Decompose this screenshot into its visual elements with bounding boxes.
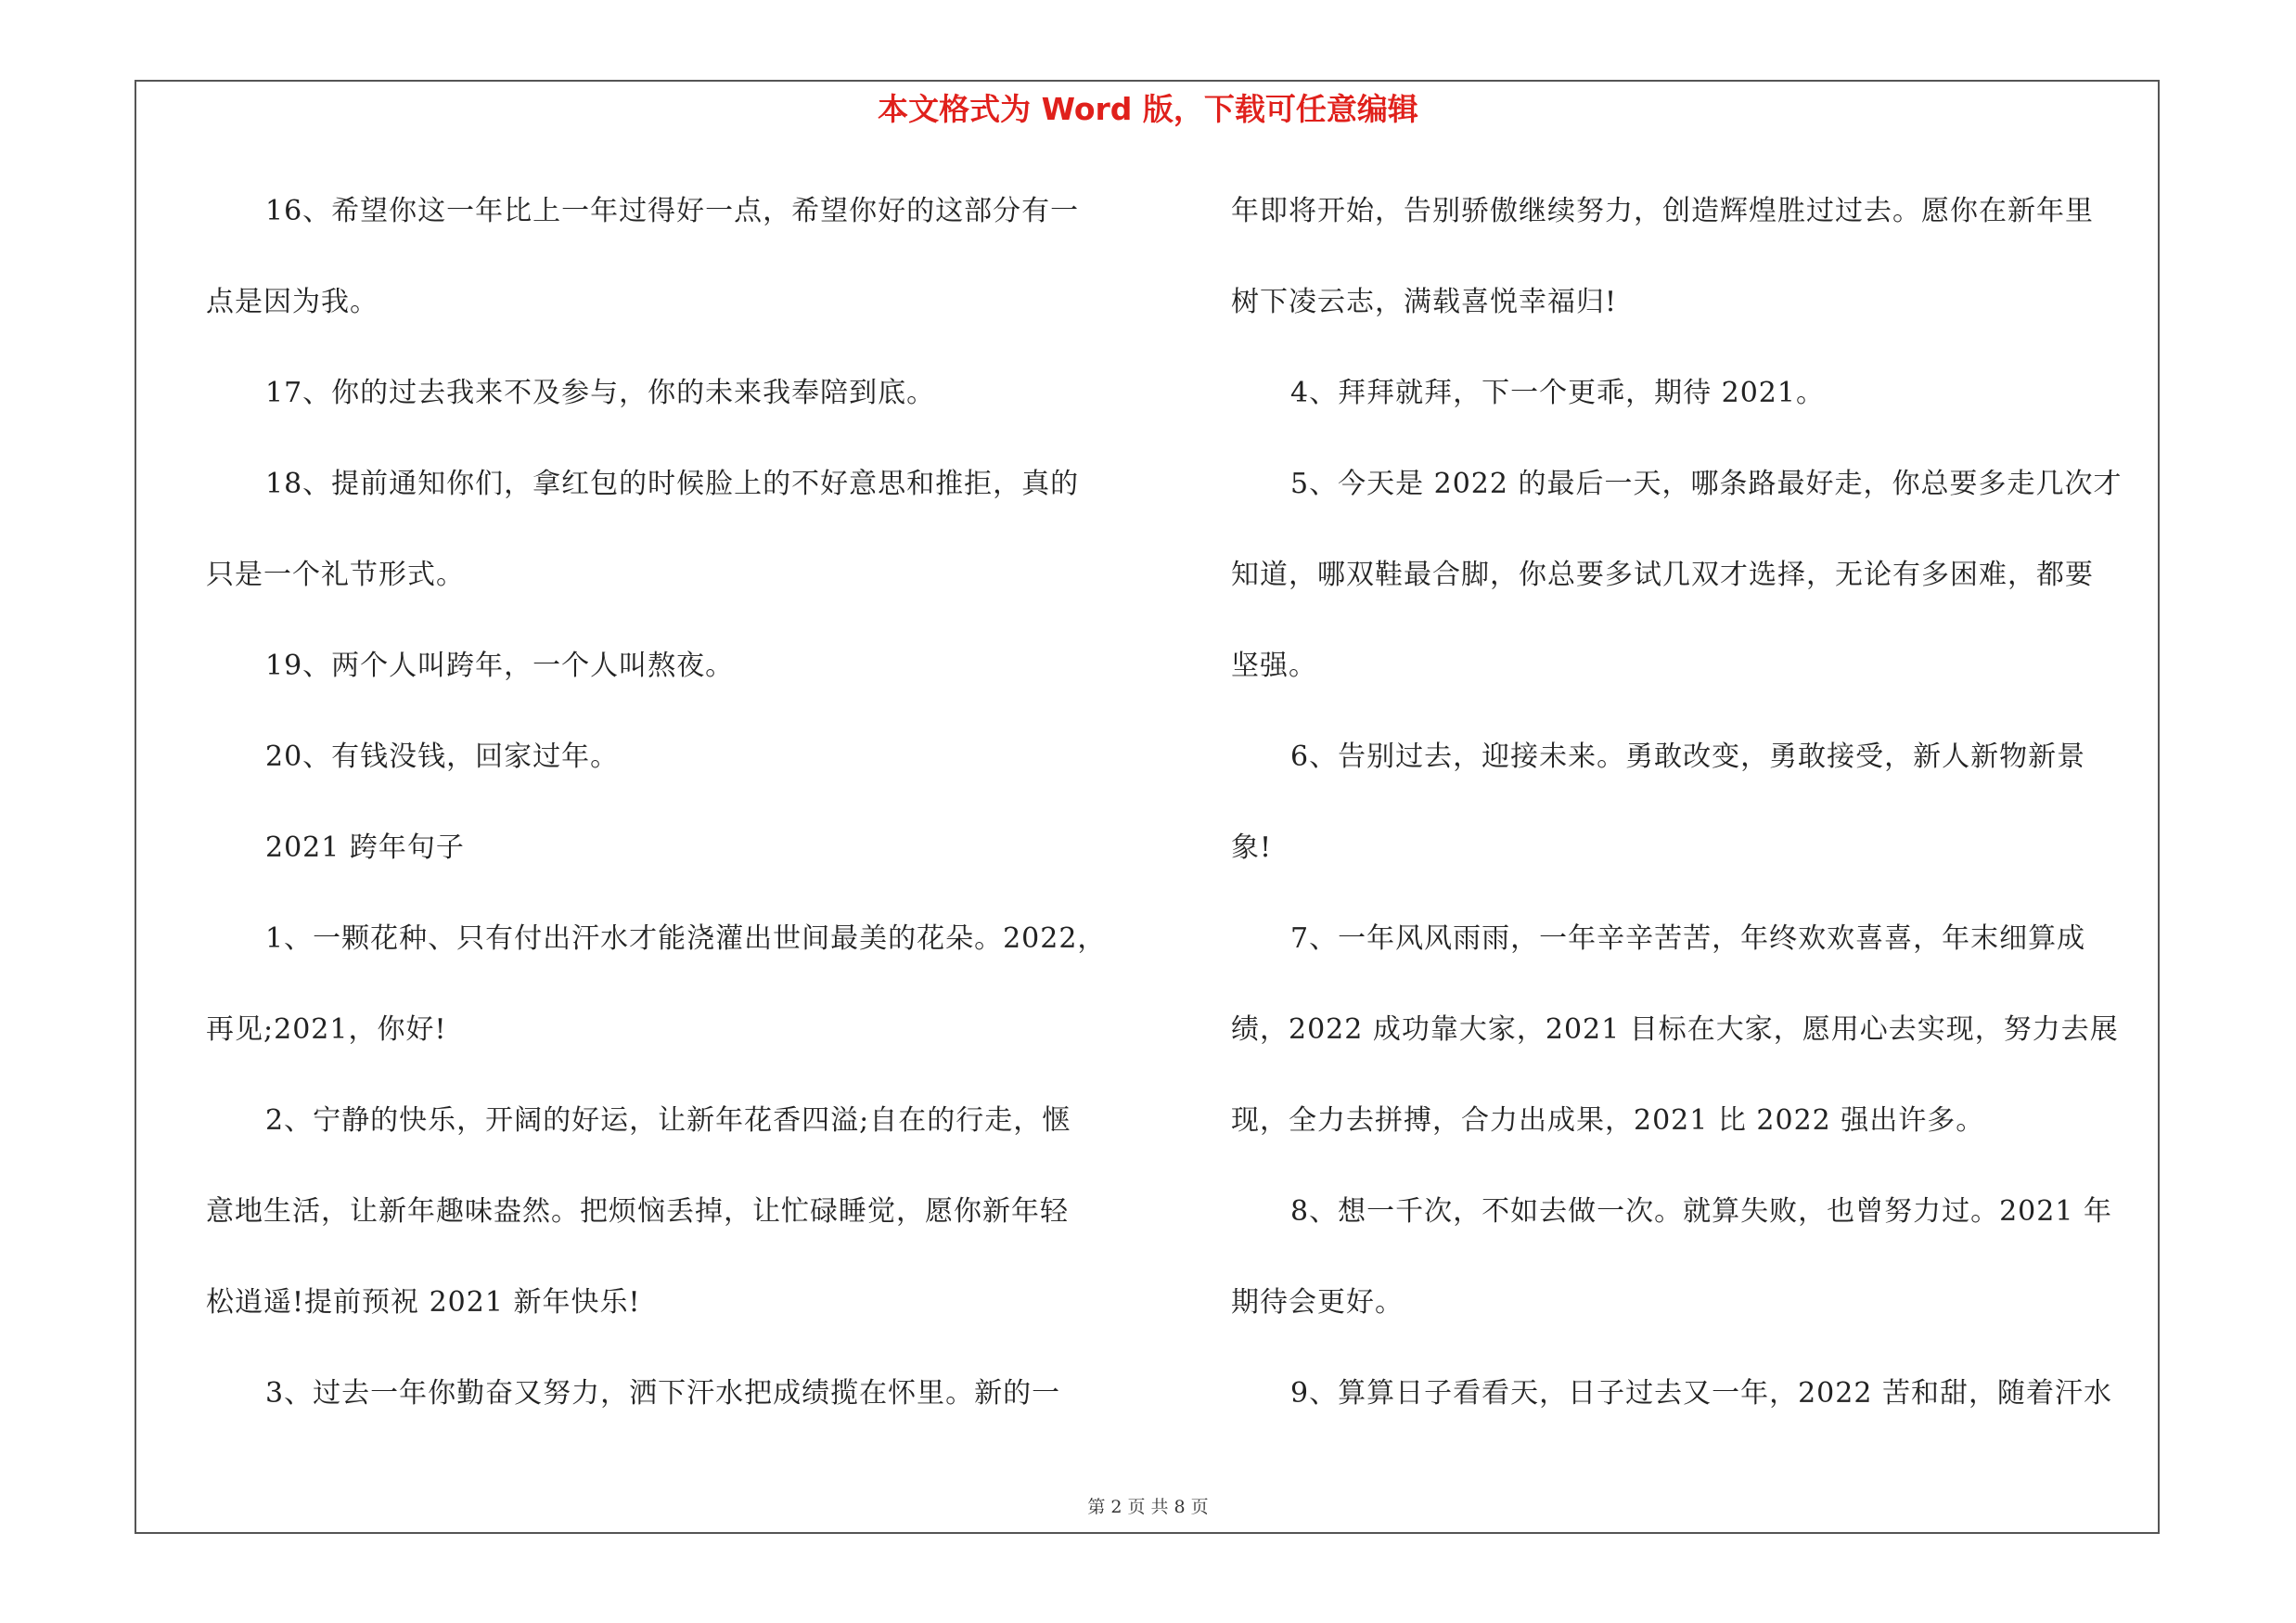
text-line: 20、有钱没钱，回家过年。 [265, 741, 620, 773]
text-line: 8、想一千次，不如去做一次。就算失败，也曾努力过。2021 年 [1290, 1195, 2112, 1228]
text-line: 年即将开始，告别骄傲继续努力，创造辉煌胜过过去。愿你在新年里 [1231, 195, 2094, 227]
text-line: 知道，哪双鞋最合脚，你总要多试几双才选择，无论有多困难，都要 [1231, 559, 2094, 591]
page-footer: 第 2 页 共 8 页 [1087, 1497, 1209, 1517]
text-line: 绩，2022 成功靠大家，2021 目标在大家，愿用心去实现，努力去展 [1231, 1013, 2119, 1046]
text-line: 意地生活，让新年趣味盎然。把烦恼丢掉，让忙碌睡觉，愿你新年轻 [206, 1195, 1069, 1228]
text-line: 坚强。 [1231, 650, 1317, 682]
text-line: 只是一个礼节形式。 [206, 559, 465, 591]
text-line: 5、今天是 2022 的最后一天，哪条路最好走，你总要多走几次才 [1290, 468, 2123, 500]
header-banner: 本文格式为 Word 版，下载可任意编辑 [878, 91, 1418, 127]
text-line: 17、你的过去我来不及参与，你的未来我奉陪到底。 [265, 377, 936, 409]
text-line: 树下凌云志，满载喜悦幸福归! [1231, 286, 1618, 318]
text-line: 7、一年风风雨雨，一年辛辛苦苦，年终欢欢喜喜，年末细算成 [1290, 922, 2086, 955]
text-line: 现，全力去拼搏，合力出成果，2021 比 2022 强出许多。 [1231, 1104, 1985, 1137]
left-column [206, 184, 1141, 1457]
text-line: 2、宁静的快乐，开阔的好运，让新年花香四溢;自在的行走，惬 [265, 1104, 1071, 1137]
text-line: 象! [1231, 831, 1273, 864]
text-line: 3、过去一年你勤奋又努力，洒下汗水把成绩揽在怀里。新的一 [265, 1377, 1061, 1410]
text-line: 松逍遥!提前预祝 2021 新年快乐! [206, 1286, 641, 1319]
text-line: 4、拜拜就拜，下一个更乖，期待 2021。 [1290, 377, 1825, 409]
text-line: 再见;2021，你好! [206, 1013, 447, 1046]
text-line: 点是因为我。 [206, 286, 378, 318]
text-line: 16、希望你这一年比上一年过得好一点，希望你好的这部分有一 [265, 195, 1080, 227]
right-column [1231, 184, 2149, 1457]
text-line: 1、一颗花种、只有付出汗水才能浇灌出世间最美的花朵。2022， [265, 922, 1107, 955]
text-line: 期待会更好。 [1231, 1286, 1404, 1319]
text-line: 19、两个人叫跨年，一个人叫熬夜。 [265, 650, 735, 682]
text-line: 9、算算日子看看天，日子过去又一年，2022 苦和甜，随着汗水 [1290, 1377, 2112, 1410]
text-line: 2021 跨年句子 [265, 831, 465, 864]
text-line: 6、告别过去，迎接未来。勇敢改变，勇敢接受，新人新物新景 [1290, 741, 2086, 773]
text-line: 18、提前通知你们，拿红包的时候脸上的不好意思和推拒，真的 [265, 468, 1080, 500]
